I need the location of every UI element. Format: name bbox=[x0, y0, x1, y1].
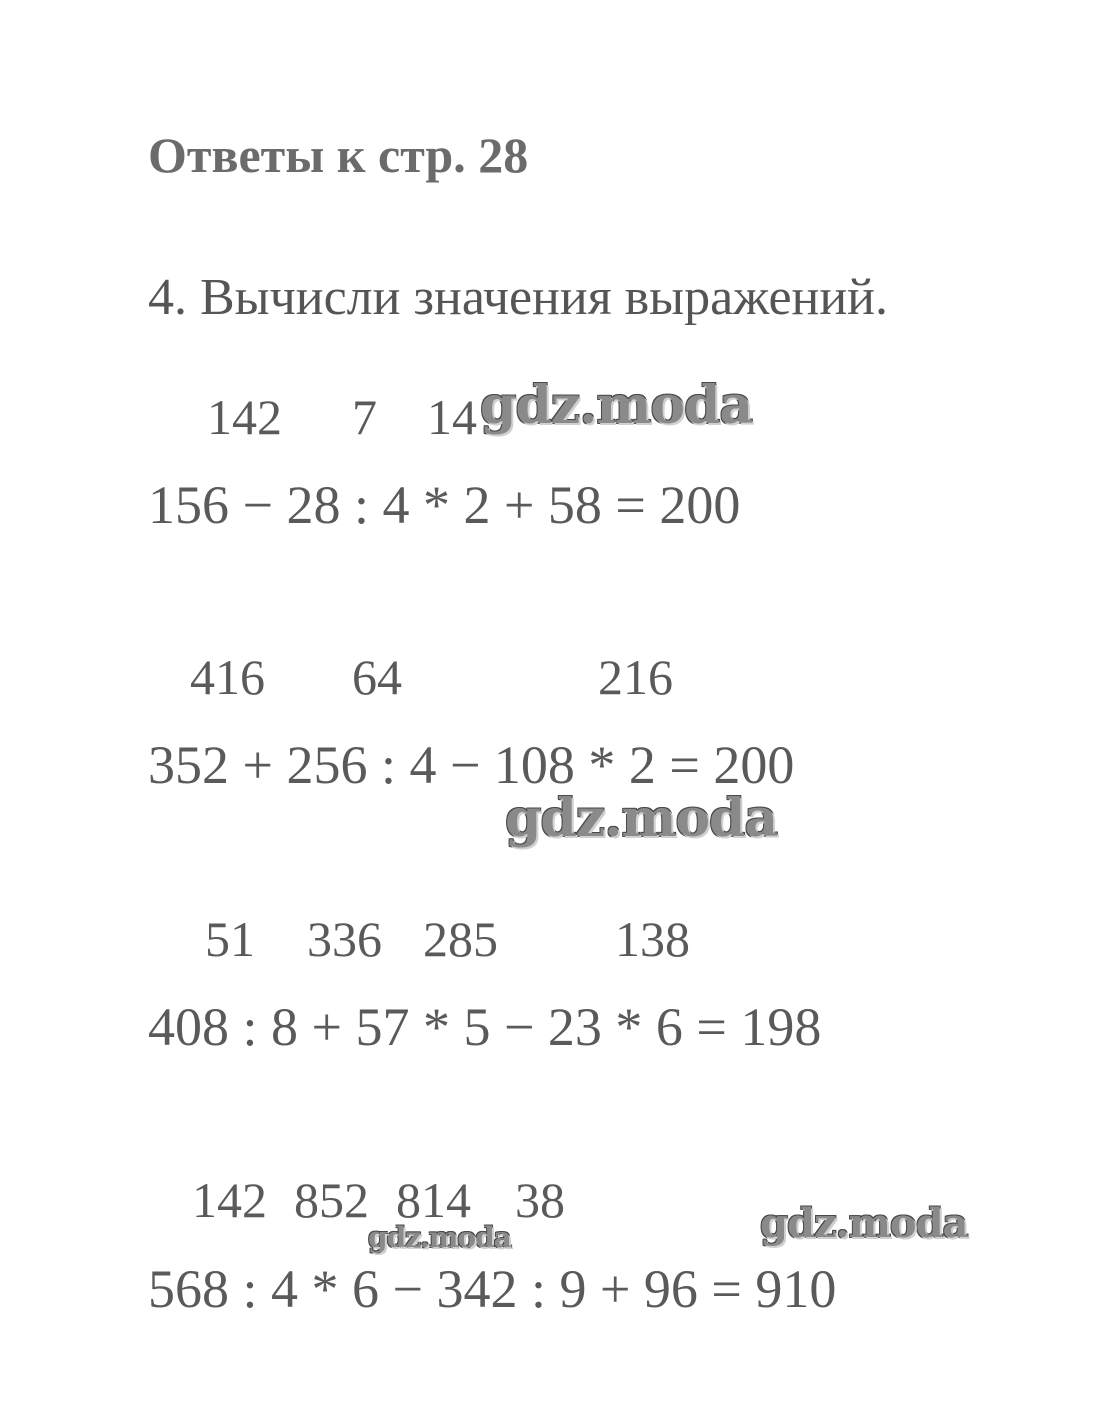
intermediate-value: 852 bbox=[294, 1172, 369, 1228]
intermediate-value: 14 bbox=[427, 389, 477, 445]
watermark-logo: gdz.moda bbox=[760, 1200, 968, 1247]
intermediate-value: 336 bbox=[307, 911, 382, 967]
expression: 568 : 4 * 6 − 342 : 9 + 96 = 910 bbox=[148, 1259, 837, 1319]
intermediate-value: 51 bbox=[205, 911, 255, 967]
intermediate-value: 138 bbox=[615, 911, 690, 967]
intermediate-value: 216 bbox=[598, 649, 673, 705]
expression: 352 + 256 : 4 − 108 * 2 = 200 bbox=[148, 735, 795, 795]
watermark-logo: gdz.moda bbox=[505, 788, 778, 849]
intermediate-value: 285 bbox=[423, 911, 498, 967]
intermediate-value: 7 bbox=[352, 389, 377, 445]
intermediate-value: 64 bbox=[352, 649, 402, 705]
watermark-logo: gdz.moda bbox=[480, 375, 753, 436]
intermediate-value: 38 bbox=[515, 1172, 565, 1228]
intermediate-value: 814 bbox=[396, 1172, 471, 1228]
expression: 156 − 28 : 4 * 2 + 58 = 200 bbox=[148, 475, 741, 535]
intermediate-value: 416 bbox=[190, 649, 265, 705]
page-title: Ответы к стр. 28 bbox=[148, 127, 529, 183]
expression: 408 : 8 + 57 * 5 − 23 * 6 = 198 bbox=[148, 997, 822, 1057]
task-title: 4. Вычисли значения выражений. bbox=[148, 269, 889, 326]
intermediate-value: 142 bbox=[207, 389, 282, 445]
watermark-logo: gdz.moda bbox=[368, 1221, 511, 1254]
intermediate-value: 142 bbox=[192, 1172, 267, 1228]
